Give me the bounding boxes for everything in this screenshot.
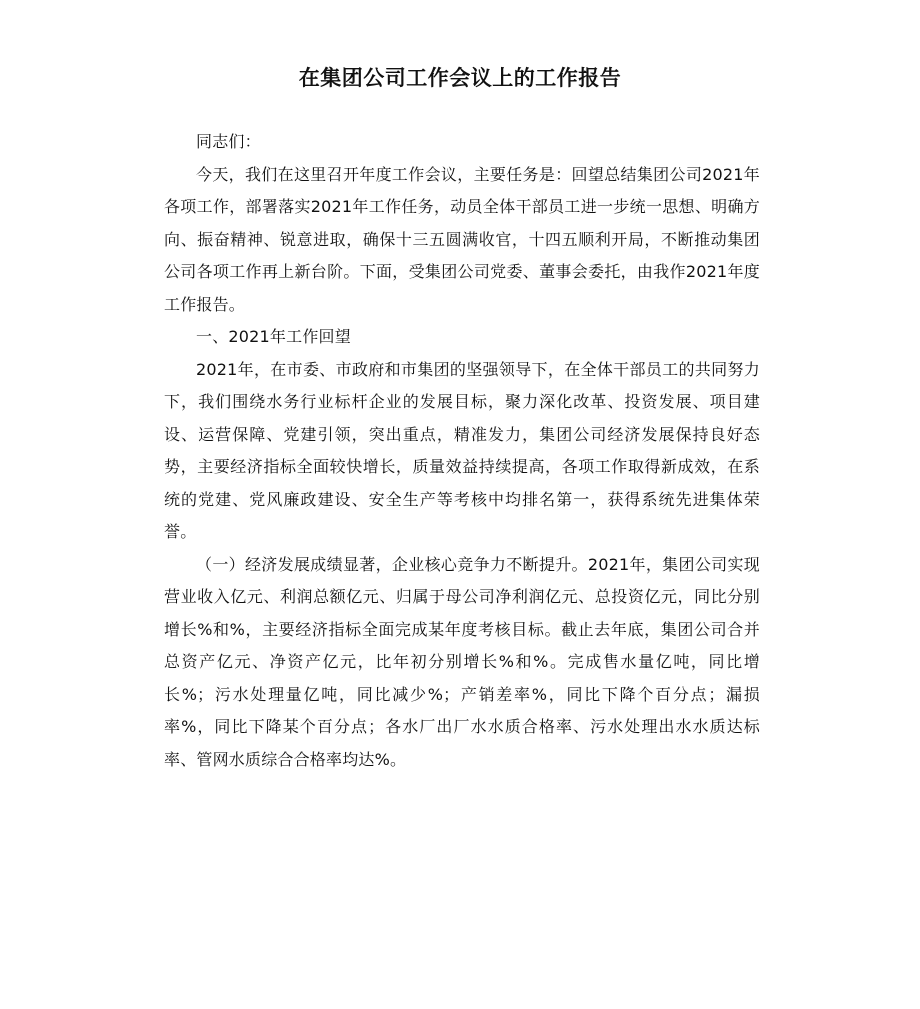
- review-paragraph: 2021年，在市委、市政府和市集团的坚强领导下，在全体干部员工的共同努力下，我们围绕水务行业标杆企业的发展目标，聚力深化改革、投资发展、项目建设、运营保障、党建引领，突出重点，精准发力，集团公司经济发展保持良好态势，主要经济指标全面较快增长，质量效益持续提高，各项工作取得新成效，在系统的党建、党风廉政建设、安全生产等考核中均排名第一，获得系统先进集体荣誉。: [164, 359, 760, 541]
- salutation-paragraph: 同志们：: [196, 132, 261, 151]
- economic-paragraph: （一）经济发展成绩显著，企业核心竞争力不断提升。2021年，集团公司实现营业收入亿元、利润总额亿元、归属于母公司净利润亿元、总投资亿元，同比分别增长%和%，主要经济指标全面完成某年度考核目标。截止去年底，集团公司合并总资产亿元、净资产亿元，比年初分别增长%和%。完成售水量亿吨，同比增长%；污水处理量亿吨，同比减少%；产销差率%，同比下降个百分点；漏损率%，同比下降某个百分点；各水厂出厂水水质合格率、污水处理出水水质达标率、管网水质综合合格率均达%。: [164, 554, 760, 769]
- document-body: [164, 126, 760, 776]
- document-title: 在集团公司工作会议上的工作报告: [298, 66, 622, 90]
- intro-paragraph: 今天，我们在这里召开年度工作会议，主要任务是：回望总结集团公司2021年各项工作，部署落实2021年工作任务，动员全体干部员工进一步统一思想、明确方向、振奋精神、锐意进取，确保十三五圆满收官，十四五顺利开局，不断推动集团公司各项工作再上新台阶。下面，受集团公司党委、董事会委托，由我作2021年度工作报告。: [164, 164, 760, 314]
- section-heading: 一、2021年工作回望: [196, 327, 351, 346]
